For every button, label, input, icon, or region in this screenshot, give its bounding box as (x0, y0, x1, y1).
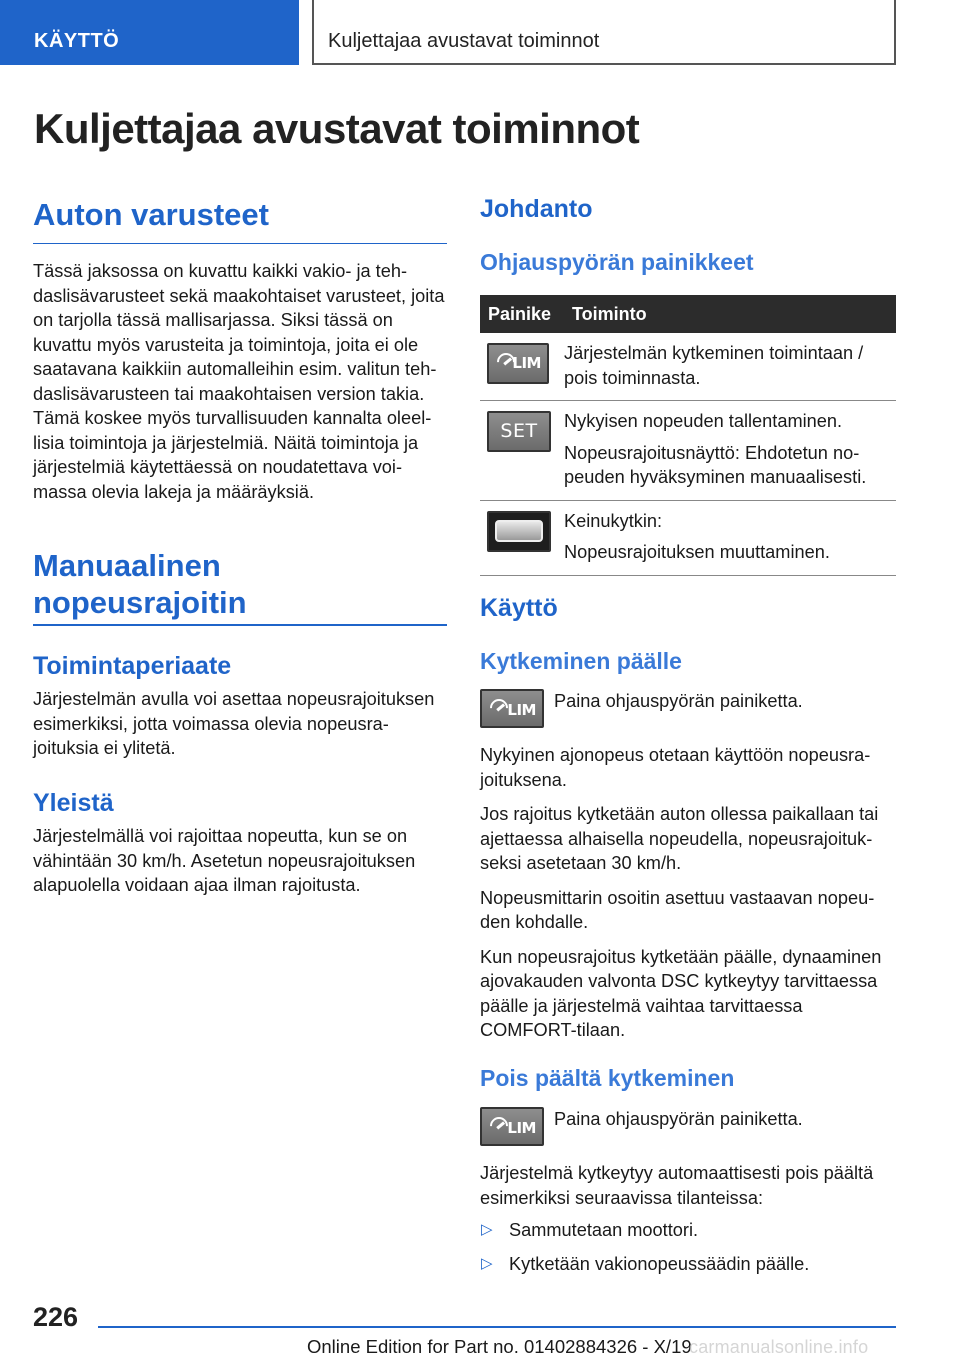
paragraph: Jos rajoitus kytketään auton ollessa paikallaan tai ajettaessa alhaisella nopeudella, nopeusrajoitukseksi asetetaan 30 km/h. (480, 804, 879, 873)
section-tab: KÄYTTÖ (0, 0, 299, 65)
paragraph-yleista: Järjestelmällä voi rajoittaa nopeutta, kun se on vähintään 30 km/h. Asetetun nopeusrajoituksen alapuolella voidaan ajaa ilman rajoitusta. (33, 826, 416, 895)
table-cell-icon (480, 333, 564, 401)
lim-label: LIM (507, 701, 536, 719)
table-cell-function (564, 500, 896, 575)
kytkeminen-paragraphs (480, 743, 896, 1043)
table-cell-text: Nopeusrajoitusnäyttö: Ehdotetun nopeuden hyväksyminen manuaalisesti. (564, 442, 867, 487)
heading-toimintaperiaate: Toimintaperiaate (33, 652, 232, 680)
list-item: ▷ Sammutetaan moottori. (480, 1218, 896, 1243)
table-row (480, 500, 896, 575)
lim-button-icon (480, 689, 544, 728)
rocker-switch-shape (495, 520, 543, 542)
heading-yleista: Yleistä (33, 789, 114, 817)
table-cell-icon (480, 401, 564, 501)
table-cell-text: Nykyisen nopeuden tallentaminen. (564, 411, 843, 431)
heading-johdanto: Johdanto (480, 195, 593, 223)
lim-label: LIM (507, 1119, 536, 1137)
set-button-icon (487, 411, 551, 452)
heading-kytkeminen-paalle: Kytkeminen päälle (480, 648, 682, 674)
section-yleista (33, 788, 447, 898)
heading-ohjauspyoran-painikkeet: Ohjauspyörän painikkeet (480, 249, 754, 275)
table-header-painike: Painike (480, 295, 564, 333)
lim-label: LIM (512, 353, 541, 372)
bullet-list (480, 1218, 896, 1285)
table-cell-text: Nopeusrajoituksen muuttaminen. (564, 542, 830, 562)
paragraph-toimintaperiaate: Järjestelmän avulla voi asettaa nopeusrajoituksen esimerkiksi, jotta voimassa olevia nopeusrajoituksia ei ylitetä. (33, 689, 435, 758)
paragraph-auton-varusteet: Tässä jaksossa on kuvattu kaikki vakio- ja tehdaslisävarusteet sekä maakohtaiset varusteet, joita on tarjolla tässä mallisarjassa. Siksi tässä on kuvattu myös varusteita ja toimintoja, joita ei ole saatavana kaikkiin automalleihin esim. valitun tehdaslisävarusteen tai maakohtaisen version takia. Tämä koskee myös turvallisuuden kannalta oleellisia toimintoja ja järjestelmiä. Näitä toimintoja ja järjestelmiä käytettäessä on noudatettava voimassa olevia lakeja ja määräyksiä. (33, 261, 445, 502)
table-header-toiminto: Toiminto (564, 295, 896, 333)
section-auton-varusteet (33, 196, 447, 504)
lim-button-icon (480, 1107, 544, 1146)
page-title: Kuljettajaa avustavat toiminnot (34, 105, 640, 152)
heading-underline (33, 624, 447, 626)
table-cell-function (564, 401, 896, 501)
list-item: ▷ Kytketään vakionopeussäädin päälle. (480, 1252, 896, 1277)
icon-caption: Paina ohjauspyörän painiketta. (554, 1109, 803, 1129)
lim-button-icon (487, 343, 549, 384)
buttons-table (480, 295, 896, 576)
section-toimintaperiaate (33, 651, 447, 761)
icon-caption: Paina ohjauspyörän painiketta. (554, 691, 803, 711)
paragraph-pois-paalta: Järjestelmä kytkeytyy automaattisesti pois päältä esimerkiksi seuraavissa tilanteissa: (480, 1163, 874, 1208)
table-row (480, 401, 896, 501)
chapter-title-box: Kuljettajaa avustavat toiminnot (312, 0, 896, 65)
table-row (480, 333, 896, 401)
rocker-switch-icon (487, 511, 551, 552)
watermark: carmanualsonline.info (689, 1337, 869, 1357)
table-header-row (480, 295, 896, 333)
paragraph: Kun nopeusrajoitus kytketään päälle, dynaaminen ajovakauden valvonta DSC kytkeytyy tarvittaessa päälle ja järjestelmä vaihtaa tarvittaessa COMFORT-tilaan. (480, 946, 882, 1040)
table-cell-text: Keinukytkin: (564, 510, 663, 531)
section-manuaalinen-nopeusrajoitin (33, 547, 447, 621)
paragraph: Nykyinen ajonopeus otetaan käyttöön nopeusrajoituksena. (480, 745, 871, 790)
paragraph: Nopeusmittarin osoitin asettuu vastaavan nopeuden kohdalle. (480, 887, 875, 932)
heading-kaytto: Käyttö (480, 594, 558, 622)
pois-icon-row (480, 1107, 803, 1146)
kytkeminen-icon-row (480, 689, 803, 728)
table-cell-function (564, 333, 896, 401)
footer-edition: Online Edition for Part no. 01402884326 - X/19 (307, 1336, 692, 1357)
table-cell-text: Järjestelmän kytkeminen toimintaan / pois toiminnasta. (564, 343, 864, 388)
heading-auton-varusteet: Auton varusteet (33, 196, 447, 244)
page-number: 226 (33, 1302, 79, 1332)
table-cell-icon (480, 500, 564, 575)
set-label: SET (500, 420, 538, 443)
heading-pois-paalta: Pois päältä kytkeminen (480, 1065, 735, 1091)
footer-divider (98, 1326, 896, 1328)
heading-manuaalinen-nopeusrajoitin: Manuaalinen nopeusrajoitin (33, 548, 247, 620)
